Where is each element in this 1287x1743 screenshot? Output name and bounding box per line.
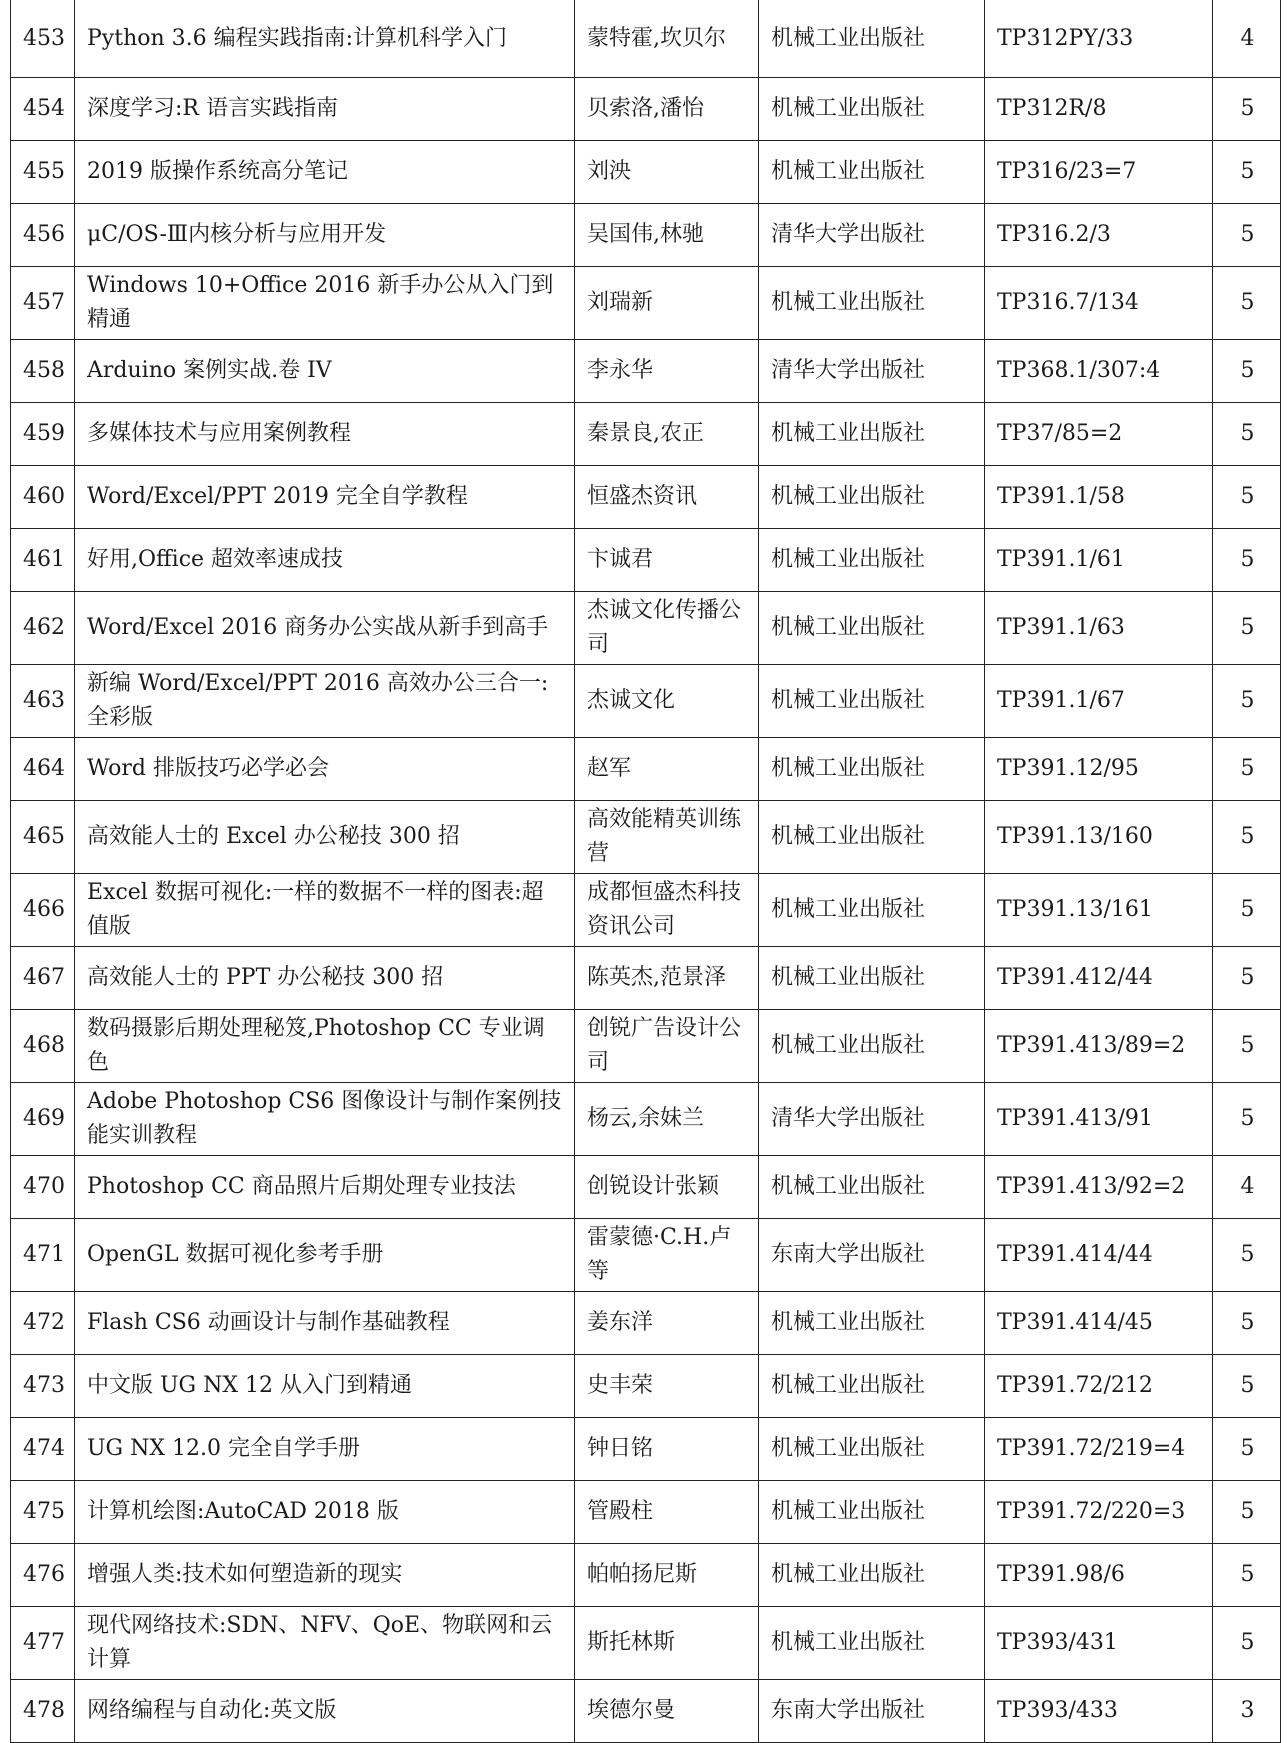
book-call-number-cell: TP391.413/92=2 (985, 1156, 1213, 1219)
book-call-number-cell: TP391.98/6 (985, 1544, 1213, 1607)
book-author-cell: 杨云,余妹兰 (575, 1083, 759, 1156)
book-number-cell: 470 (11, 1156, 75, 1219)
book-number-cell: 454 (11, 78, 75, 141)
book-call-number-cell: TP312PY/33 (985, 0, 1213, 78)
table-row (11, 801, 1281, 874)
table-row (11, 466, 1281, 529)
book-author-cell: 帕帕扬尼斯 (575, 1544, 759, 1607)
book-quantity-cell: 5 (1213, 267, 1281, 340)
book-publisher-cell: 清华大学出版社 (759, 340, 985, 403)
book-title-cell: 深度学习:R 语言实践指南 (75, 78, 575, 141)
book-author-cell: 赵军 (575, 738, 759, 801)
book-publisher-cell: 机械工业出版社 (759, 665, 985, 738)
book-title-cell: Word 排版技巧必学必会 (75, 738, 575, 801)
book-call-number-cell: TP391.72/220=3 (985, 1481, 1213, 1544)
book-title-cell: UG NX 12.0 完全自学手册 (75, 1418, 575, 1481)
book-quantity-cell: 5 (1213, 1607, 1281, 1680)
book-quantity-cell: 5 (1213, 1292, 1281, 1355)
book-publisher-cell: 机械工业出版社 (759, 1481, 985, 1544)
book-publisher-cell: 机械工业出版社 (759, 1544, 985, 1607)
book-title-cell: 现代网络技术:SDN、NFV、QoE、物联网和云计算 (75, 1607, 575, 1680)
book-number-cell: 465 (11, 801, 75, 874)
book-title-cell: 高效能人士的 Excel 办公秘技 300 招 (75, 801, 575, 874)
book-quantity-cell: 5 (1213, 403, 1281, 466)
book-call-number-cell: TP391.1/67 (985, 665, 1213, 738)
book-publisher-cell: 机械工业出版社 (759, 1607, 985, 1680)
table-row (11, 1010, 1281, 1083)
book-title-cell: Python 3.6 编程实践指南:计算机科学入门 (75, 0, 575, 78)
book-call-number-cell: TP393/431 (985, 1607, 1213, 1680)
table-row (11, 1083, 1281, 1156)
book-number-cell: 474 (11, 1418, 75, 1481)
book-quantity-cell: 5 (1213, 340, 1281, 403)
book-title-cell: 多媒体技术与应用案例教程 (75, 403, 575, 466)
book-number-cell: 453 (11, 0, 75, 78)
book-call-number-cell: TP391.412/44 (985, 947, 1213, 1010)
book-call-number-cell: TP391.1/61 (985, 529, 1213, 592)
book-number-cell: 471 (11, 1219, 75, 1292)
table-row (11, 204, 1281, 267)
book-title-cell: 高效能人士的 PPT 办公秘技 300 招 (75, 947, 575, 1010)
book-call-number-cell: TP391.414/44 (985, 1219, 1213, 1292)
book-number-cell: 464 (11, 738, 75, 801)
book-publisher-cell: 机械工业出版社 (759, 1010, 985, 1083)
book-call-number-cell: TP391.1/63 (985, 592, 1213, 665)
table-row (11, 1418, 1281, 1481)
book-title-cell: Word/Excel/PPT 2019 完全自学教程 (75, 466, 575, 529)
book-publisher-cell: 机械工业出版社 (759, 0, 985, 78)
book-quantity-cell: 5 (1213, 665, 1281, 738)
table-row (11, 1544, 1281, 1607)
book-author-cell: 恒盛杰资讯 (575, 466, 759, 529)
book-number-cell: 462 (11, 592, 75, 665)
book-call-number-cell: TP312R/8 (985, 78, 1213, 141)
book-title-cell: 增强人类:技术如何塑造新的现实 (75, 1544, 575, 1607)
book-quantity-cell: 5 (1213, 1481, 1281, 1544)
book-author-cell: 高效能精英训练营 (575, 801, 759, 874)
book-author-cell: 卞诚君 (575, 529, 759, 592)
table-row (11, 665, 1281, 738)
book-title-cell: 网络编程与自动化:英文版 (75, 1680, 575, 1743)
book-call-number-cell: TP391.12/95 (985, 738, 1213, 801)
book-author-cell: 管殿柱 (575, 1481, 759, 1544)
book-quantity-cell: 5 (1213, 1544, 1281, 1607)
book-call-number-cell: TP316.2/3 (985, 204, 1213, 267)
book-quantity-cell: 5 (1213, 1418, 1281, 1481)
book-publisher-cell: 东南大学出版社 (759, 1680, 985, 1743)
table-row (11, 0, 1281, 78)
book-call-number-cell: TP391.13/160 (985, 801, 1213, 874)
book-publisher-cell: 机械工业出版社 (759, 267, 985, 340)
book-quantity-cell: 5 (1213, 801, 1281, 874)
book-author-cell: 刘瑞新 (575, 267, 759, 340)
book-title-cell: 数码摄影后期处理秘笈,Photoshop CC 专业调色 (75, 1010, 575, 1083)
book-quantity-cell: 5 (1213, 1083, 1281, 1156)
book-quantity-cell: 3 (1213, 1680, 1281, 1743)
book-quantity-cell: 5 (1213, 78, 1281, 141)
book-quantity-cell: 5 (1213, 947, 1281, 1010)
book-author-cell: 贝索洛,潘怡 (575, 78, 759, 141)
book-quantity-cell: 5 (1213, 141, 1281, 204)
book-call-number-cell: TP37/85=2 (985, 403, 1213, 466)
table-row (11, 78, 1281, 141)
book-call-number-cell: TP316/23=7 (985, 141, 1213, 204)
book-author-cell: 李永华 (575, 340, 759, 403)
book-author-cell: 创锐设计张颖 (575, 1156, 759, 1219)
table-row (11, 947, 1281, 1010)
book-title-cell: Excel 数据可视化:一样的数据不一样的图表:超值版 (75, 874, 575, 947)
book-number-cell: 472 (11, 1292, 75, 1355)
book-call-number-cell: TP368.1/307:4 (985, 340, 1213, 403)
book-number-cell: 466 (11, 874, 75, 947)
book-author-cell: 钟日铭 (575, 1418, 759, 1481)
book-author-cell: 秦景良,农正 (575, 403, 759, 466)
table-row (11, 1607, 1281, 1680)
book-publisher-cell: 机械工业出版社 (759, 403, 985, 466)
book-publisher-cell: 机械工业出版社 (759, 1355, 985, 1418)
table-row (11, 1219, 1281, 1292)
table-row (11, 1355, 1281, 1418)
book-number-cell: 457 (11, 267, 75, 340)
book-title-cell: 中文版 UG NX 12 从入门到精通 (75, 1355, 575, 1418)
book-call-number-cell: TP391.72/219=4 (985, 1418, 1213, 1481)
book-number-cell: 477 (11, 1607, 75, 1680)
table-row (11, 592, 1281, 665)
book-quantity-cell: 5 (1213, 738, 1281, 801)
book-author-cell: 杰诚文化 (575, 665, 759, 738)
book-publisher-cell: 清华大学出版社 (759, 1083, 985, 1156)
book-author-cell: 埃德尔曼 (575, 1680, 759, 1743)
book-author-cell: 成都恒盛杰科技资讯公司 (575, 874, 759, 947)
book-publisher-cell: 机械工业出版社 (759, 529, 985, 592)
book-publisher-cell: 机械工业出版社 (759, 738, 985, 801)
book-number-cell: 467 (11, 947, 75, 1010)
book-publisher-cell: 机械工业出版社 (759, 78, 985, 141)
table-row (11, 267, 1281, 340)
book-publisher-cell: 机械工业出版社 (759, 801, 985, 874)
book-number-cell: 460 (11, 466, 75, 529)
book-author-cell: 史丰荣 (575, 1355, 759, 1418)
book-title-cell: Windows 10+Office 2016 新手办公从入门到精通 (75, 267, 575, 340)
book-title-cell: OpenGL 数据可视化参考手册 (75, 1219, 575, 1292)
book-title-cell: μC/OS-Ⅲ内核分析与应用开发 (75, 204, 575, 267)
book-author-cell: 雷蒙德·C.H.卢等 (575, 1219, 759, 1292)
book-publisher-cell: 机械工业出版社 (759, 947, 985, 1010)
table-row (11, 738, 1281, 801)
book-author-cell: 吴国伟,林驰 (575, 204, 759, 267)
book-call-number-cell: TP391.72/212 (985, 1355, 1213, 1418)
book-author-cell: 姜东洋 (575, 1292, 759, 1355)
book-author-cell: 创锐广告设计公司 (575, 1010, 759, 1083)
table-row (11, 874, 1281, 947)
book-number-cell: 468 (11, 1010, 75, 1083)
table-row (11, 1481, 1281, 1544)
book-number-cell: 458 (11, 340, 75, 403)
table-row (11, 141, 1281, 204)
book-list-table (10, 0, 1281, 1743)
book-call-number-cell: TP391.13/161 (985, 874, 1213, 947)
book-title-cell: Adobe Photoshop CS6 图像设计与制作案例技能实训教程 (75, 1083, 575, 1156)
book-publisher-cell: 机械工业出版社 (759, 592, 985, 665)
book-number-cell: 455 (11, 141, 75, 204)
book-publisher-cell: 机械工业出版社 (759, 874, 985, 947)
book-publisher-cell: 机械工业出版社 (759, 141, 985, 204)
book-author-cell: 斯托林斯 (575, 1607, 759, 1680)
book-title-cell: 2019 版操作系统高分笔记 (75, 141, 575, 204)
book-quantity-cell: 4 (1213, 1156, 1281, 1219)
book-quantity-cell: 5 (1213, 204, 1281, 267)
book-quantity-cell: 4 (1213, 0, 1281, 78)
book-publisher-cell: 机械工业出版社 (759, 1418, 985, 1481)
book-number-cell: 475 (11, 1481, 75, 1544)
book-author-cell: 蒙特霍,坎贝尔 (575, 0, 759, 78)
book-number-cell: 476 (11, 1544, 75, 1607)
book-title-cell: Photoshop CC 商品照片后期处理专业技法 (75, 1156, 575, 1219)
book-quantity-cell: 5 (1213, 529, 1281, 592)
book-list-body (11, 0, 1281, 1743)
book-title-cell: 好用,Office 超效率速成技 (75, 529, 575, 592)
table-row (11, 1156, 1281, 1219)
book-title-cell: 计算机绘图:AutoCAD 2018 版 (75, 1481, 575, 1544)
book-publisher-cell: 机械工业出版社 (759, 466, 985, 529)
book-title-cell: 新编 Word/Excel/PPT 2016 高效办公三合一:全彩版 (75, 665, 575, 738)
book-number-cell: 469 (11, 1083, 75, 1156)
book-publisher-cell: 清华大学出版社 (759, 204, 985, 267)
book-number-cell: 459 (11, 403, 75, 466)
book-publisher-cell: 机械工业出版社 (759, 1156, 985, 1219)
book-quantity-cell: 5 (1213, 466, 1281, 529)
table-row (11, 1292, 1281, 1355)
book-title-cell: Word/Excel 2016 商务办公实战从新手到高手 (75, 592, 575, 665)
table-row (11, 340, 1281, 403)
book-author-cell: 刘泱 (575, 141, 759, 204)
book-publisher-cell: 机械工业出版社 (759, 1292, 985, 1355)
book-number-cell: 478 (11, 1680, 75, 1743)
table-row (11, 1680, 1281, 1743)
table-row (11, 529, 1281, 592)
book-call-number-cell: TP391.413/89=2 (985, 1010, 1213, 1083)
book-quantity-cell: 5 (1213, 592, 1281, 665)
book-title-cell: Flash CS6 动画设计与制作基础教程 (75, 1292, 575, 1355)
book-call-number-cell: TP391.413/91 (985, 1083, 1213, 1156)
book-author-cell: 杰诚文化传播公司 (575, 592, 759, 665)
book-call-number-cell: TP391.414/45 (985, 1292, 1213, 1355)
book-call-number-cell: TP391.1/58 (985, 466, 1213, 529)
table-row (11, 403, 1281, 466)
book-call-number-cell: TP316.7/134 (985, 267, 1213, 340)
book-quantity-cell: 5 (1213, 1010, 1281, 1083)
book-quantity-cell: 5 (1213, 1219, 1281, 1292)
book-call-number-cell: TP393/433 (985, 1680, 1213, 1743)
book-quantity-cell: 5 (1213, 874, 1281, 947)
book-number-cell: 461 (11, 529, 75, 592)
book-publisher-cell: 东南大学出版社 (759, 1219, 985, 1292)
book-number-cell: 463 (11, 665, 75, 738)
book-number-cell: 456 (11, 204, 75, 267)
book-quantity-cell: 5 (1213, 1355, 1281, 1418)
book-author-cell: 陈英杰,范景泽 (575, 947, 759, 1010)
book-number-cell: 473 (11, 1355, 75, 1418)
book-title-cell: Arduino 案例实战.卷 IV (75, 340, 575, 403)
